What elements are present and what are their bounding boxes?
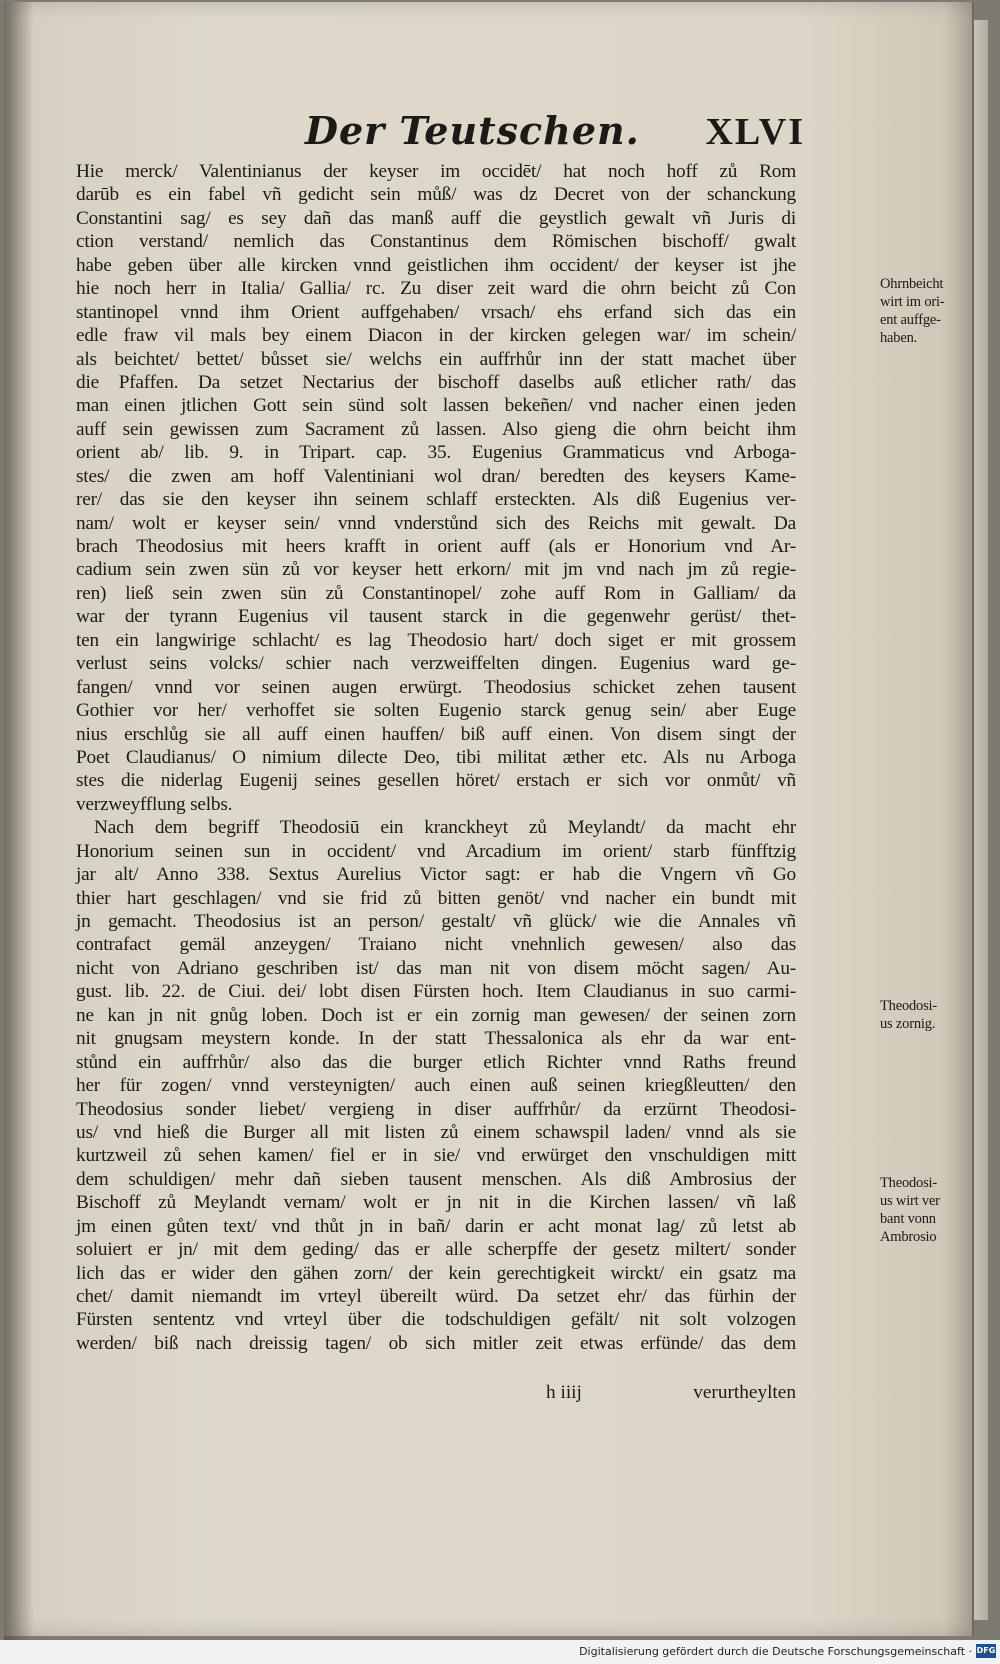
page-footer [76,1382,796,1406]
text-line: fangen/ vnnd vor seinen augen erwürgt. Theodosius schicket zehen tausent [76,676,796,698]
margin-note-ohrnbeicht [880,275,980,347]
text-line: soluiert er jn/ mit dem geding/ das er alle scherpffe der gesetz miltert/ sonder [76,1239,796,1261]
text-line: dem schuldigen/ mehr dañ sieben tausent menschen. Als diß Ambrosius der [76,1168,796,1190]
margin-note-line: Ambrosio [880,1229,937,1245]
text-line: darūb es ein fabel vñ gedicht sein můß/ was dz Decret von der schanckung [76,184,796,206]
text-line: ne kan jn nit gnůg loben. Doch ist er ein zornig man gewesen/ der seinen zorn [76,1004,796,1026]
text-line: contrafact gemäl anzeygen/ Traiano nicht vnehnlich gewesen/ also das [76,934,796,956]
spine-shadow [4,2,34,1642]
text-line: stantinopel vnnd ihm Orient auffgehaben/ vrsach/ ehs erfand sich das ein [76,301,796,323]
text-line: war der tyrann Eugenius vil tausent starck in die gegenwehr gerüst/ thet- [76,606,796,628]
text-line: hie noch herr in Italia/ Gallia/ rc. Zu diser zeit ward die ohrn beicht zů Con [76,278,796,300]
margin-note-line: us zornig. [880,1016,936,1032]
text-line: Bischoff zů Meylandt vernam/ wolt er jn nit in die Kirchen lassen/ vñ laß [76,1192,796,1214]
margin-note-line: haben. [880,330,918,346]
catchword: verurtheylten [693,1382,796,1403]
margin-note-line: Theodosi- [880,1175,937,1191]
text-line: lich das er wider den gähen zorn/ der kein gerechtigkeit wirckt/ ein gsatz ma [76,1262,796,1284]
text-line: die Pfaffen. Da setzet Nectarius der bischoff daselbs auß etlicher rath/ das [76,371,796,393]
folio-number: XLVI [705,111,805,153]
text-line: thier hart geschlagen/ vnd sie frid zů bitten genöt/ vnd nacher ein bundt mit [76,887,796,909]
signature-mark: h iiij [546,1382,582,1403]
text-line: kurtzweil zů sehen kamen/ fiel er in sie/ vnd erwürget den vnschuldigen mitt [76,1145,796,1167]
text-line: als beichtet/ bettet/ bůsset sie/ welchs ein auffrhůr inn der statt machet über [76,348,796,370]
margin-note-line: us wirt ver [880,1193,940,1209]
body-lines [76,160,796,1355]
text-line: Hie merck/ Valentinianus der keyser im occidēt/ hat noch hoff zů Rom [76,161,796,182]
text-line: us/ vnd hieß die Burger all mit listen zů einem schawspil laden/ vnnd als sie [76,1121,796,1143]
margin-note-line: wirt im ori- [880,294,945,310]
text-line: jm einen gůten text/ vnd thůt jn in bañ/ darin er acht monat lag/ zů letst ab [76,1215,796,1237]
text-line: nicht von Adriano geschriben ist/ das man nit von disem möcht sagen/ Au- [76,957,796,979]
dfg-logo-icon: DFG [976,1644,996,1658]
text-line: verzweyfflung selbs. [76,793,233,815]
running-head [305,108,805,168]
text-line: werden/ biß nach dreissig tagen/ ob sich mitler zeit etwas erfünde/ das dem [76,1332,796,1354]
text-line: her für zogen/ vnnd versteynigten/ auch einen auß seinen kriegßleutten/ den [76,1075,796,1097]
text-line: ten ein langwirige schlacht/ es lag Theodosio hart/ doch siget er mit grossem [76,629,796,651]
text-line: Poet Claudianus/ O nimium dilecte Deo, tibi militat æther etc. Als nu Arboga [76,746,796,768]
margin-note-theodosius-zornig [880,997,980,1033]
text-line: ction verstand/ nemlich das Constantinus dem Römischen bischoff/ gwalt [76,231,796,253]
text-line: habe geben über alle kircken vnnd geistlichen ihm occident/ der keyser ist jhe [76,254,796,276]
text-line: brach Theodosius mit heers krafft in orient auff (als er Honorium vnd Ar- [76,536,796,557]
text-line: Fürsten sententz vnd vrteyl über die todschuldigen gefält/ nit solt volzogen [76,1309,796,1331]
margin-note-theodosius-bann [880,1174,980,1246]
text-line: ren) ließ sein zwen sün zů Constantinopel/ zohe auff Rom in Galliam/ da [76,582,796,604]
text-line: Theodosius sonder liebet/ vergieng in diser auffrhůr/ da erzürnt Theodosi- [76,1098,796,1120]
text-line: gust. lib. 22. de Ciui. dei/ lobt disen Fürsten hoch. Item Claudianus in suo carmi- [76,981,796,1003]
text-line: stes/ die zwen am hoff Valentiniani wol dran/ beredten des keysers Kame- [76,465,796,487]
text-line: nit gnugsam meystern konde. In der statt Thessalonica als ehr da war ent- [76,1028,796,1050]
text-line: man einen jtlichen Gott sein sünd solt lassen bekeñen/ vnd nacher einen jeden [76,395,796,417]
margin-note-line: bant vonn [880,1211,936,1227]
text-line: Nach dem begriff Theodosiū ein kranckheyt zů Meylandt/ da macht ehr [94,817,796,839]
dfg-banner-text: Digitalisierung gefördert durch die Deutsche Forschungsgemeinschaft · [579,1645,972,1658]
text-line: Gothier vor her/ verhoffet sie solten Eugenio starck genug sein/ aber Euge [76,700,796,722]
text-line: cadium sein zwen sün zů vor keyser hett erkorn/ mit jm vnd nach jm zů regie- [76,559,796,581]
margin-note-line: Theodosi- [880,998,937,1014]
text-line: nius erschlůg sie all auff einen hauffen/ biß auff einen. Von disem singt der [76,723,796,745]
margin-note-line: Ohrnbeicht [880,276,944,292]
text-line: auff sein gewissen zum Sacrament zů lassen. Also gieng die ohrn beicht ihm [76,418,796,440]
text-line: jn gemacht. Theodosius ist an person/ gestalt/ vñ glück/ wie die Annales vñ [76,911,796,932]
text-line: chet/ damit niemandt im vrteyl übereilt würd. Da setzet ehr/ das fürhin der [76,1286,796,1307]
body-text [76,160,945,1355]
running-title: Der Teutschen. [305,108,640,153]
text-line: edle fraw vil mals bey einem Diacon in der kircken gelegen war/ im schein/ [76,325,796,347]
dfg-banner [0,1640,1000,1664]
text-line: orient ab/ lib. 9. in Tripart. cap. 35. Eugenius Grammaticus vnd Arboga- [76,442,796,464]
text-line: verlust seins volcks/ schier nach verzweiffelten dingen. Eugenius ward ge- [76,653,796,675]
text-line: stes die niderlag Eugenij seines gesellen höret/ erstach er sich vor onmůt/ vñ [76,770,796,792]
margin-note-line: ent auffge- [880,312,941,328]
text-line: Honorium seinen sun in occident/ vnd Arcadium im orient/ starb fünfftzig [76,840,796,862]
text-line: rer/ das sie den keyser ihn seinem schlaff ersteckten. Als diß Eugenius ver- [76,489,796,511]
text-line: stůnd ein auffrhůr/ also das die burger etlich Richter vnnd Raths freund [76,1051,796,1073]
text-line: jar alt/ Anno 338. Sextus Aurelius Victor sagt: er hab die Vngern vñ Go [76,864,796,886]
text-line: nam/ wolt er keyser sein/ vnnd vnderstůnd sich des Reichs mit gewalt. Da [76,512,796,534]
text-line: Constantini sag/ es sey dañ das manß auff die geystlich gewalt vñ Juris di [76,207,796,229]
